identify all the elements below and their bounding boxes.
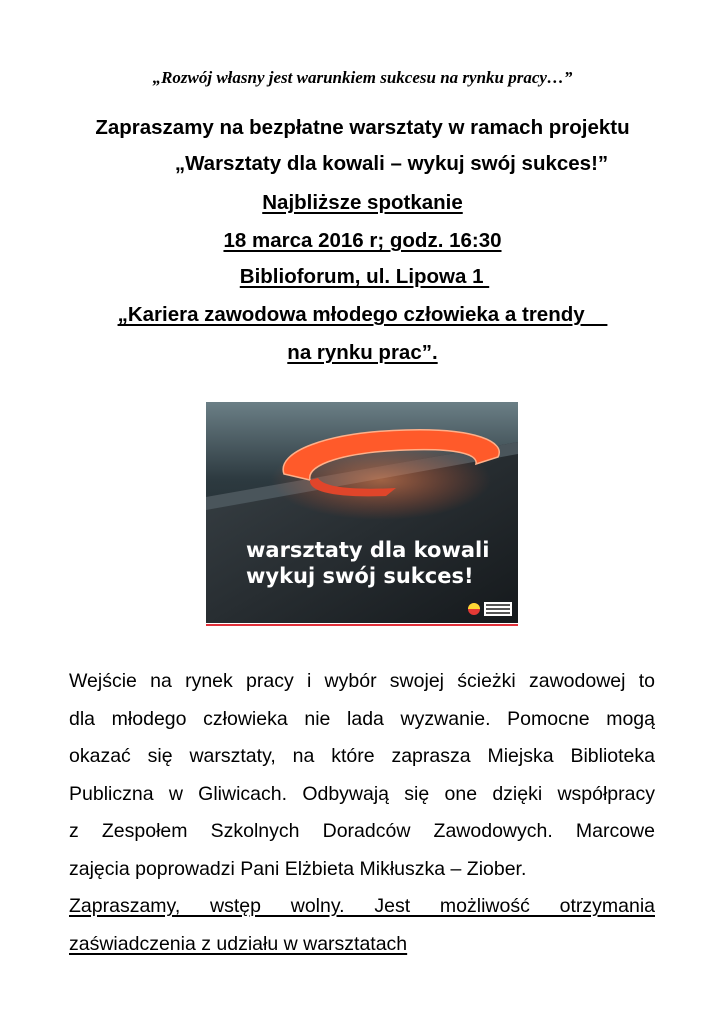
closing-line-2-wrap (69, 926, 655, 964)
paragraph-line: zajęcia poprowadzi Pani Elżbieta Mikłuszka – Ziober. (69, 857, 527, 880)
next-meeting-text: Najbliższe spotkanie (262, 191, 463, 214)
invitation-line: Zapraszamy na bezpłatne warsztaty w ramach projektu (95, 116, 630, 139)
description-paragraph (69, 663, 655, 888)
topic-line-2-text: na rynku prac”. (287, 341, 438, 364)
motto: „Rozwój własny jest warunkiem sukcesu na rynku pracy…” (152, 68, 573, 87)
meeting-date-text: 18 marca 2016 r; godz. 16:30 (223, 229, 502, 252)
paragraph-line: z Zespołem Szkolnych Doradców Zawodowych. Marcowe (69, 820, 655, 842)
library-logo-icon (468, 602, 512, 616)
closing-note (69, 888, 655, 963)
topic-line-1-text: „Kariera zawodowa młodego człowieka a trendy (117, 303, 608, 326)
banner-divider (206, 624, 518, 626)
paragraph-line: Publiczna w Gliwicach. Odbywają się one dzięki współpracy (69, 782, 655, 805)
paragraph-line: Wejście na rynek pracy i wybór swojej ścieżki zawodowej to (69, 670, 655, 692)
next-meeting-label (0, 191, 725, 215)
workshop-banner-image (206, 402, 518, 623)
paragraph-line: dla młodego człowieka nie lada wyzwanie. Pomocne mogą (69, 707, 655, 730)
closing-line-2: zaświadczenia z udziału w warsztatach (69, 932, 408, 955)
banner-caption-line-1: warsztaty dla kowali (246, 538, 490, 562)
meeting-date (0, 229, 725, 253)
banner-caption-line-2: wykuj swój sukces! (246, 564, 474, 588)
meeting-location (0, 265, 725, 289)
project-title: „Warsztaty dla kowali – wykuj swój sukces!” (174, 152, 609, 175)
topic-line-2 (0, 341, 725, 365)
paragraph-line: okazać się warsztaty, na które zaprasza Miejska Biblioteka (69, 745, 655, 767)
closing-line-1: Zapraszamy, wstęp wolny. Jest możliwość otrzymania (69, 895, 655, 917)
meeting-location-text: Biblioforum, ul. Lipowa 1 (239, 265, 490, 288)
topic-line-1 (0, 303, 725, 327)
